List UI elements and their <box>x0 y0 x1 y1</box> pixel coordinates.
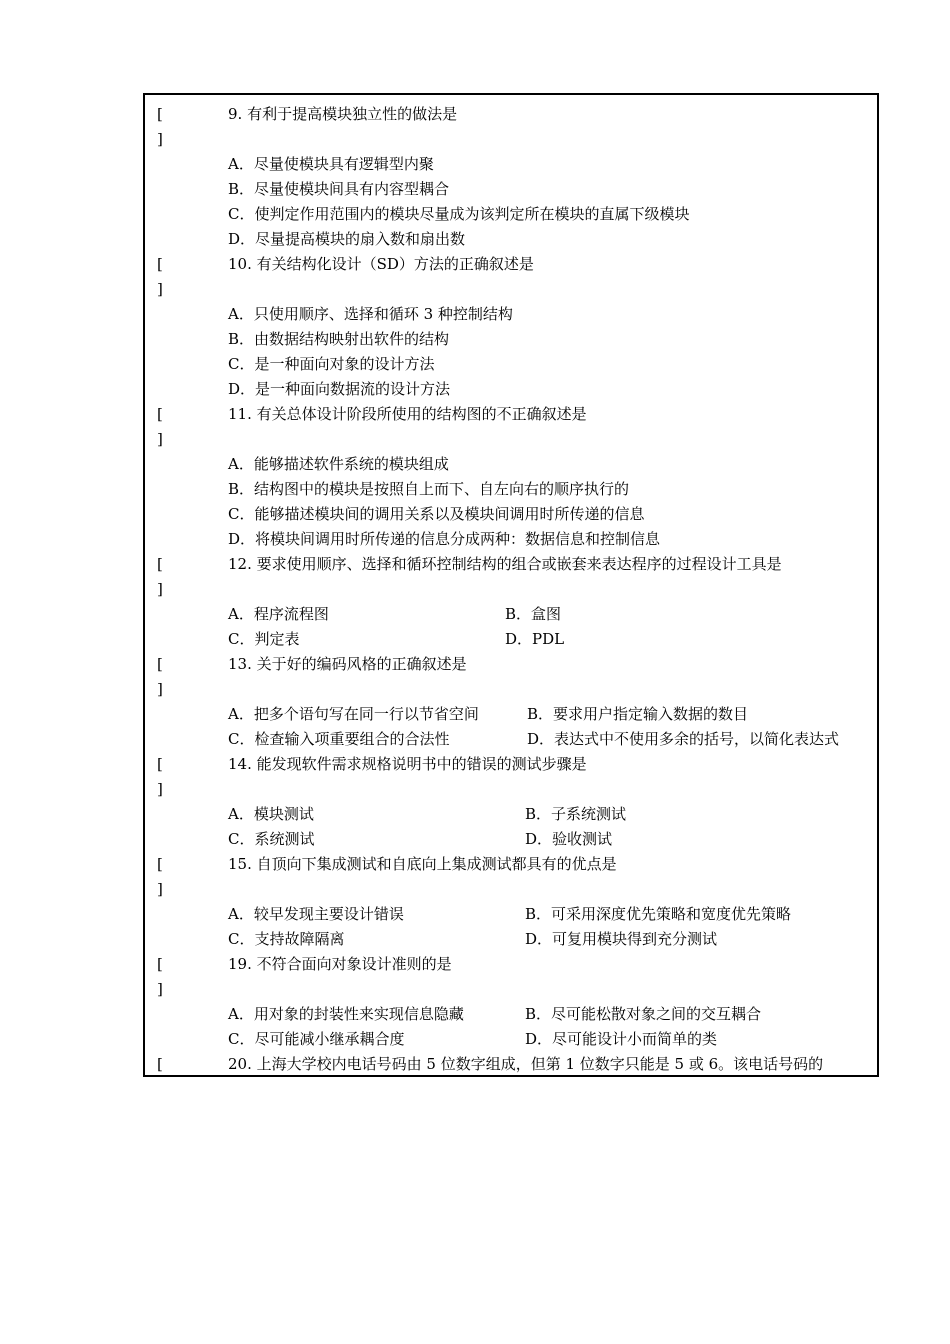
option-9b: B．尽量使模块间具有内容型耦合 <box>228 180 450 198</box>
option-19a: A．用对象的封装性来实现信息隐藏 <box>228 1005 464 1023</box>
option-15a: A．较早发现主要设计错误 <box>228 905 404 923</box>
answer-bracket-close[interactable]: ] <box>157 780 163 798</box>
option-10d: D．是一种面向数据流的设计方法 <box>228 380 451 398</box>
answer-bracket-open[interactable]: [ <box>157 955 163 973</box>
option-19c: C．尽可能减小继承耦合度 <box>228 1030 405 1048</box>
question-stem-15: 15. 自顶向下集成测试和自底向上集成测试都具有的优点是 <box>228 855 617 873</box>
answer-bracket-open[interactable]: [ <box>157 255 163 273</box>
option-14b: B．子系统测试 <box>525 805 627 823</box>
option-15c: C．支持故障隔离 <box>228 930 345 948</box>
answer-bracket-close[interactable]: ] <box>157 130 163 148</box>
option-13a: A．把多个语句写在同一行以节省空间 <box>228 705 479 723</box>
answer-bracket-close[interactable]: ] <box>157 680 163 698</box>
option-13b: B．要求用户指定输入数据的数目 <box>527 705 749 723</box>
answer-bracket-open[interactable]: [ <box>157 655 163 673</box>
option-11b: B．结构图中的模块是按照自上而下、自左向右的顺序执行的 <box>228 480 630 498</box>
question-stem-11: 11. 有关总体设计阶段所使用的结构图的不正确叙述是 <box>228 405 587 423</box>
option-15b: B．可采用深度优先策略和宽度优先策略 <box>525 905 792 923</box>
exam-question-box <box>143 93 879 1077</box>
option-10b: B．由数据结构映射出软件的结构 <box>228 330 450 348</box>
answer-bracket-close[interactable]: ] <box>157 980 163 998</box>
option-9d: D．尽量提高模块的扇入数和扇出数 <box>228 230 466 248</box>
answer-bracket-open[interactable]: [ <box>157 855 163 873</box>
option-14d: D．验收测试 <box>525 830 613 848</box>
question-stem-14: 14. 能发现软件需求规格说明书中的错误的测试步骤是 <box>228 755 587 773</box>
option-11c: C．能够描述模块间的调用关系以及模块间调用时所传递的信息 <box>228 505 645 523</box>
option-12c: C．判定表 <box>228 630 300 648</box>
option-14c: C．系统测试 <box>228 830 315 848</box>
option-14a: A．模块测试 <box>228 805 314 823</box>
option-10c: C．是一种面向对象的设计方法 <box>228 355 435 373</box>
answer-bracket-open[interactable]: [ <box>157 1055 163 1073</box>
option-9c: C．使判定作用范围内的模块尽量成为该判定所在模块的直属下级模块 <box>228 205 690 223</box>
option-12b: B．盒图 <box>505 605 562 623</box>
answer-bracket-open[interactable]: [ <box>157 755 163 773</box>
option-13d: D．表达式中不使用多余的括号，以简化表达式 <box>527 730 840 748</box>
option-9a: A．尽量使模块具有逻辑型内聚 <box>228 155 434 173</box>
option-12a: A．程序流程图 <box>228 605 329 623</box>
option-11d: D．将模块间调用时所传递的信息分成两种：数据信息和控制信息 <box>228 530 661 548</box>
question-stem-10: 10. 有关结构化设计（SD）方法的正确叙述是 <box>228 255 534 273</box>
option-15d: D．可复用模块得到充分测试 <box>525 930 718 948</box>
option-19d: D．尽可能设计小而简单的类 <box>525 1030 718 1048</box>
answer-bracket-open[interactable]: [ <box>157 105 163 123</box>
answer-bracket-close[interactable]: ] <box>157 880 163 898</box>
option-13c: C．检查输入项重要组合的合法性 <box>228 730 450 748</box>
question-stem-13: 13. 关于好的编码风格的正确叙述是 <box>228 655 467 673</box>
answer-bracket-close[interactable]: ] <box>157 280 163 298</box>
option-19b: B．尽可能松散对象之间的交互耦合 <box>525 1005 762 1023</box>
question-stem-9: 9. 有利于提高模块独立性的做法是 <box>228 105 458 123</box>
answer-bracket-close[interactable]: ] <box>157 580 163 598</box>
option-10a: A．只使用顺序、选择和循环 3 种控制结构 <box>228 305 513 323</box>
question-stem-19: 19. 不符合面向对象设计准则的是 <box>228 955 452 973</box>
option-12d: D．PDL <box>505 630 565 648</box>
answer-bracket-open[interactable]: [ <box>157 405 163 423</box>
answer-bracket-open[interactable]: [ <box>157 555 163 573</box>
option-11a: A．能够描述软件系统的模块组成 <box>228 455 449 473</box>
question-stem-20: 20. 上海大学校内电话号码由 5 位数字组成，但第 1 位数字只能是 5 或 6。该电话号码的 <box>228 1055 824 1073</box>
answer-bracket-close[interactable]: ] <box>157 430 163 448</box>
question-stem-12: 12. 要求使用顺序、选择和循环控制结构的组合或嵌套来表达程序的过程设计工具是 <box>228 555 782 573</box>
